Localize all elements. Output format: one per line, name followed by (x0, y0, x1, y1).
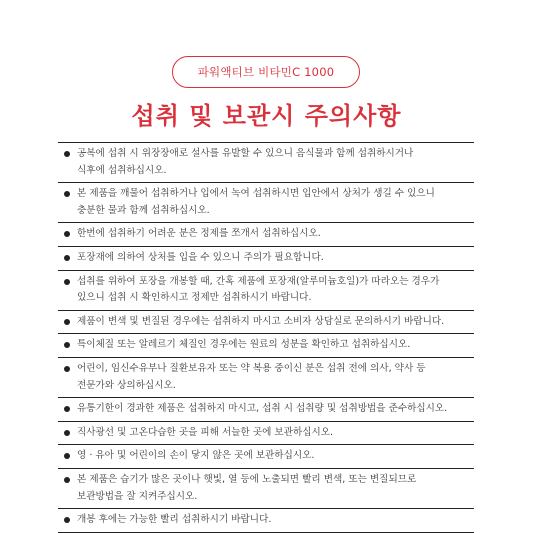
precaution-item (58, 271, 474, 311)
precaution-text: 본 제품은 습기가 많은 곳이나 햇빛, 열 등에 노출되면 빨리 변색, 또는 변질되므로 (77, 473, 417, 485)
precaution-item (58, 509, 474, 533)
precaution-text: 유통기한이 경과한 제품은 섭취하지 마시고, 섭취 시 섭취량 및 섭취방법을 준수하십시오. (77, 403, 448, 415)
precaution-item (58, 247, 474, 271)
precaution-item (58, 183, 474, 223)
precaution-text: 특이체질 또는 알레르기 체질인 경우에는 원료의 성분을 확인하고 섭취하십시오. (77, 339, 411, 351)
precaution-text: 전문가와 상의하십시오. (77, 379, 176, 391)
bullet-icon (64, 231, 70, 237)
precaution-item (58, 334, 474, 358)
precaution-text: 개봉 후에는 가능한 빨리 섭취하시기 바랍니다. (77, 514, 272, 526)
bullet-icon (64, 151, 70, 157)
precaution-text: 보관방법을 잘 지켜주십시오. (77, 490, 198, 502)
bullet-icon (64, 366, 70, 372)
precaution-text: 충분한 물과 함께 섭취하십시오. (77, 204, 210, 216)
precaution-text: 포장재에 의하여 상처를 입을 수 있으니 주의가 필요합니다. (77, 251, 324, 263)
precaution-item (58, 469, 474, 509)
bullet-icon (64, 342, 70, 348)
precaution-text: 섭취를 위하여 포장을 개봉할 때, 간혹 제품에 포장재(알루미늄호일)가 따라오는 경우가 (77, 275, 440, 287)
precaution-text: 제품이 변색 및 변질된 경우에는 섭취하지 마시고 소비자 상담실로 문의하시기 바랍니다. (77, 315, 445, 327)
bullet-icon (64, 453, 70, 459)
bullet-icon (64, 319, 70, 325)
precaution-text: 영 · 유아 및 어린이의 손이 닿지 않은 곳에 보관하십시오. (77, 450, 315, 462)
precaution-item (58, 422, 474, 446)
bullet-icon (64, 191, 70, 197)
precaution-text: 식후에 섭취하십시오. (77, 164, 167, 176)
precautions-list (58, 142, 474, 533)
precaution-text: 한번에 섭취하기 어려운 분은 정제를 쪼개서 섭취하십시오. (77, 228, 321, 240)
precaution-item (58, 358, 474, 398)
bullet-icon (64, 279, 70, 285)
product-label-text: 파워액티브 비타민C 1000 (197, 65, 335, 79)
precaution-item (58, 445, 474, 469)
precaution-text: 어린이, 임신수유부나 질환보유자 또는 약 복용 중이신 분은 섭취 전에 의사, 약사 등 (77, 362, 426, 374)
precaution-text: 공복에 섭취 시 위장장애로 설사를 유발할 수 있으니 음식물과 함께 섭취하시거나 (77, 148, 414, 159)
bullet-icon (64, 477, 70, 483)
bullet-icon (64, 517, 70, 523)
bullet-icon (64, 406, 70, 412)
precaution-item (58, 143, 474, 183)
page-title: 섭취 및 보관시 주의사항 (131, 102, 402, 130)
precaution-item (58, 223, 474, 247)
bullet-icon (64, 255, 70, 261)
product-label-badge (172, 56, 360, 88)
precaution-item (58, 398, 474, 422)
precaution-text: 본 제품을 깨물어 섭취하거나 입에서 녹여 섭취하시면 입안에서 상처가 생길 수 있으니 (77, 188, 435, 200)
bullet-icon (64, 430, 70, 436)
precaution-text: 직사광선 및 고온다습한 곳을 피해 서늘한 곳에 보관하십시오. (77, 426, 334, 438)
precaution-item (58, 311, 474, 335)
precaution-text: 있으니 섭취 시 확인하시고 정제만 섭취하시기 바랍니다. (77, 292, 312, 304)
